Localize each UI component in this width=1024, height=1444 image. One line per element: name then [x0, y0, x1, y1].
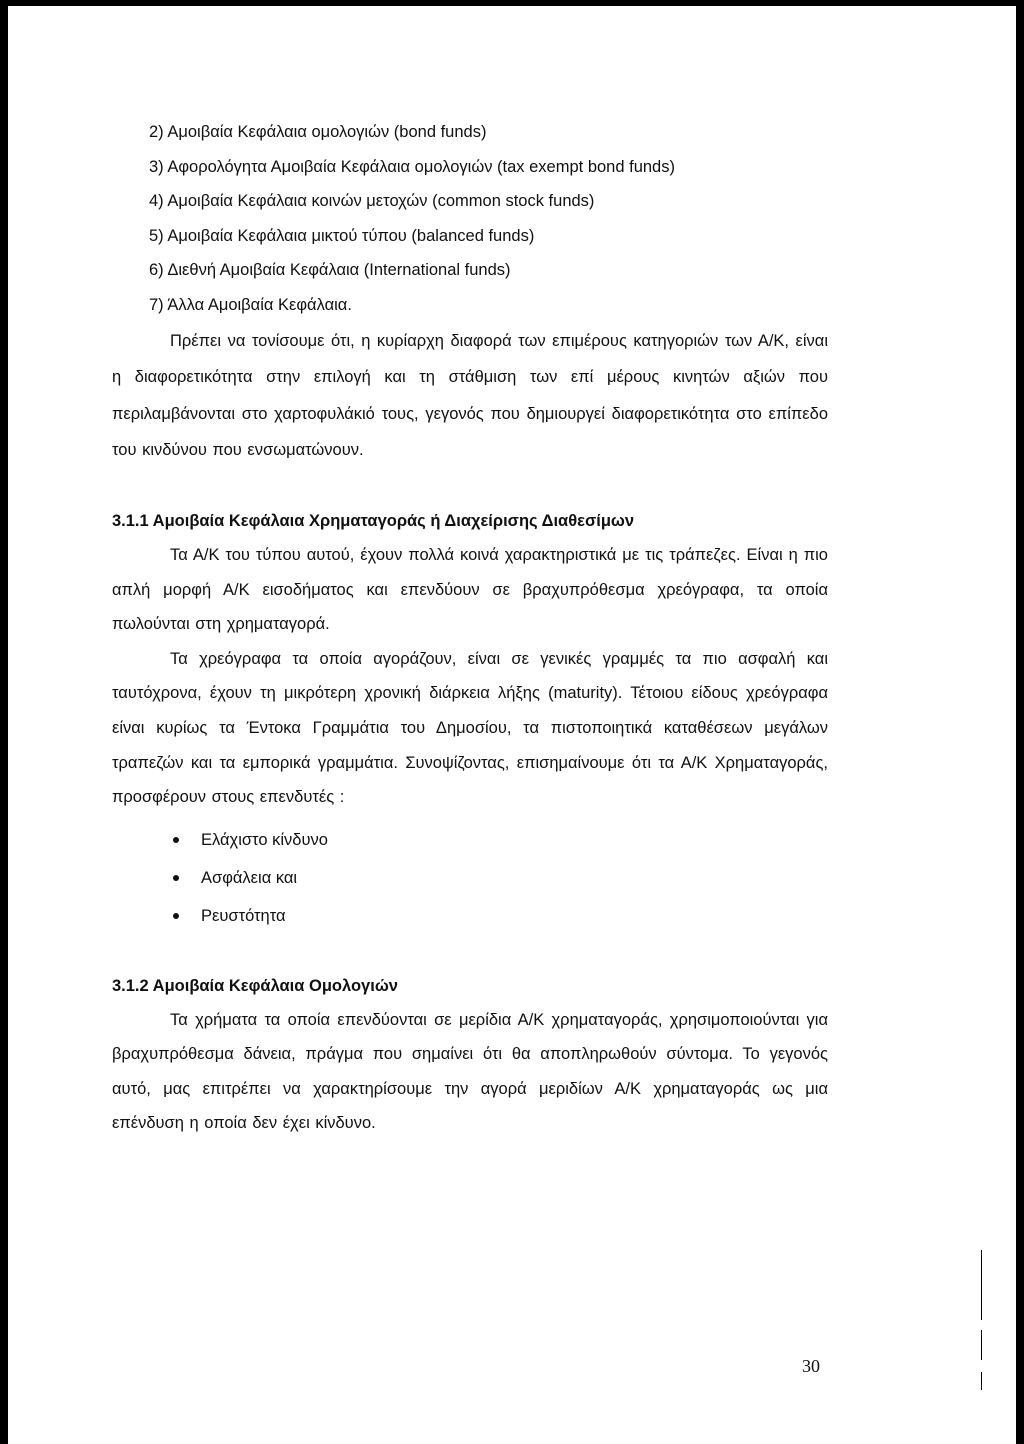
section-311-paragraph-1: Τα Α/Κ του τύπου αυτού, έχουν πολλά κοινά χαρακτηριστικά με τις τράπεζες. Είναι η πιο απλή μορφή Α/Κ εισοδήματος και επενδύουν σε βραχυπρόθεσμα χρεόγραφα, τα οποία πωλούνται στη χρηματαγορά. — [112, 545, 828, 634]
fund-type-item: 2) Αμοιβαία Κεφάλαια ομολογιών (bond funds) — [149, 123, 487, 141]
section-312-heading: 3.1.2 Αμοιβαία Κεφάλαια Ομολογιών — [112, 976, 398, 995]
list-item-label: Ελάχιστο κίνδυνο — [201, 830, 328, 849]
list-item — [112, 821, 828, 859]
section-311-paragraph-2: Τα χρεόγραφα τα οποία αγοράζουν, είναι σε γενικές γραμμές τα πιο ασφαλή και ταυτόχρονα, έχουν τη μικρότερη χρονική διάρκεια λήξης (maturity). Τέτοιου είδους χρεόγραφα είναι κυρίως τα Έντοκα Γραμμάτια του Δημοσίου, τα πιστοποιητικά καταθέσεων μεγάλων τραπεζών και τα εμπορικά γραμμάτια. Συνοψίζοντας, επισημαίνουμε ότι τα Α/Κ Χρηματαγοράς, προσφέρουν στους επενδυτές : — [112, 649, 828, 807]
fund-type-item: 3) Αφορολόγητα Αμοιβαία Κεφάλαια ομολογιών (tax exempt bond funds) — [149, 157, 675, 176]
page-content — [112, 115, 828, 1141]
benefits-list — [112, 821, 828, 935]
fund-type-item: 4) Αμοιβαία Κεφάλαια κοινών μετοχών (common stock funds) — [149, 192, 595, 211]
scan-left-border — [0, 0, 8, 1444]
list-item — [112, 897, 828, 935]
section-312-paragraph: Τα χρήματα τα οποία επενδύονται σε μερίδια Α/Κ χρηματαγοράς, χρησιμοποιούνται για βραχυπρόθεσμα δάνεια, πράγμα που σημαίνει ότι θα αποπληρωθούν σύντομα. Το γεγονός αυτό, μας επιτρέπει να χαρακτηρίσουμε την αγορά μεριδίων Α/Κ χρηματαγοράς ως μια επένδυση η οποία δεν έχει κίνδυνο. — [112, 1010, 828, 1133]
fund-type-item: 7) Άλλα Αμοιβαία Κεφάλαια. — [149, 295, 352, 314]
margin-rule — [981, 1330, 982, 1360]
list-item-label: Ρευστότητα — [201, 906, 286, 925]
intro-paragraph: Πρέπει να τονίσουμε ότι, η κυρίαρχη διαφορά των επιμέρους κατηγοριών των Α/Κ, είναι η διαφορετικότητα στην επιλογή και τη στάθμιση των επί μέρους κινητών αξιών που περιλαμβάνονται στο χαρτοφυλάκιό τους, γεγονός που δημιουργεί διαφορετικότητα στο επίπεδο του κινδύνου που ενσωματώνουν. — [112, 331, 828, 460]
list-item — [112, 859, 828, 897]
page-number: 30 — [802, 1356, 820, 1376]
scan-right-border — [1016, 0, 1024, 1444]
scan-top-border — [0, 0, 1024, 6]
bullet-icon — [173, 837, 179, 843]
bullet-icon — [173, 913, 179, 919]
list-item-label: Ασφάλεια και — [201, 868, 298, 887]
fund-type-item: 5) Αμοιβαία Κεφάλαια μικτού τύπου (balanced funds) — [149, 226, 535, 245]
fund-type-item: 6) Διεθνή Αμοιβαία Κεφάλαια (International funds) — [149, 261, 511, 280]
margin-rule — [981, 1372, 982, 1390]
margin-rule — [981, 1250, 982, 1320]
bullet-icon — [173, 875, 179, 881]
section-311-heading: 3.1.1 Αμοιβαία Κεφάλαια Χρηματαγοράς ή Διαχείρισης Διαθεσίμων — [112, 511, 635, 530]
